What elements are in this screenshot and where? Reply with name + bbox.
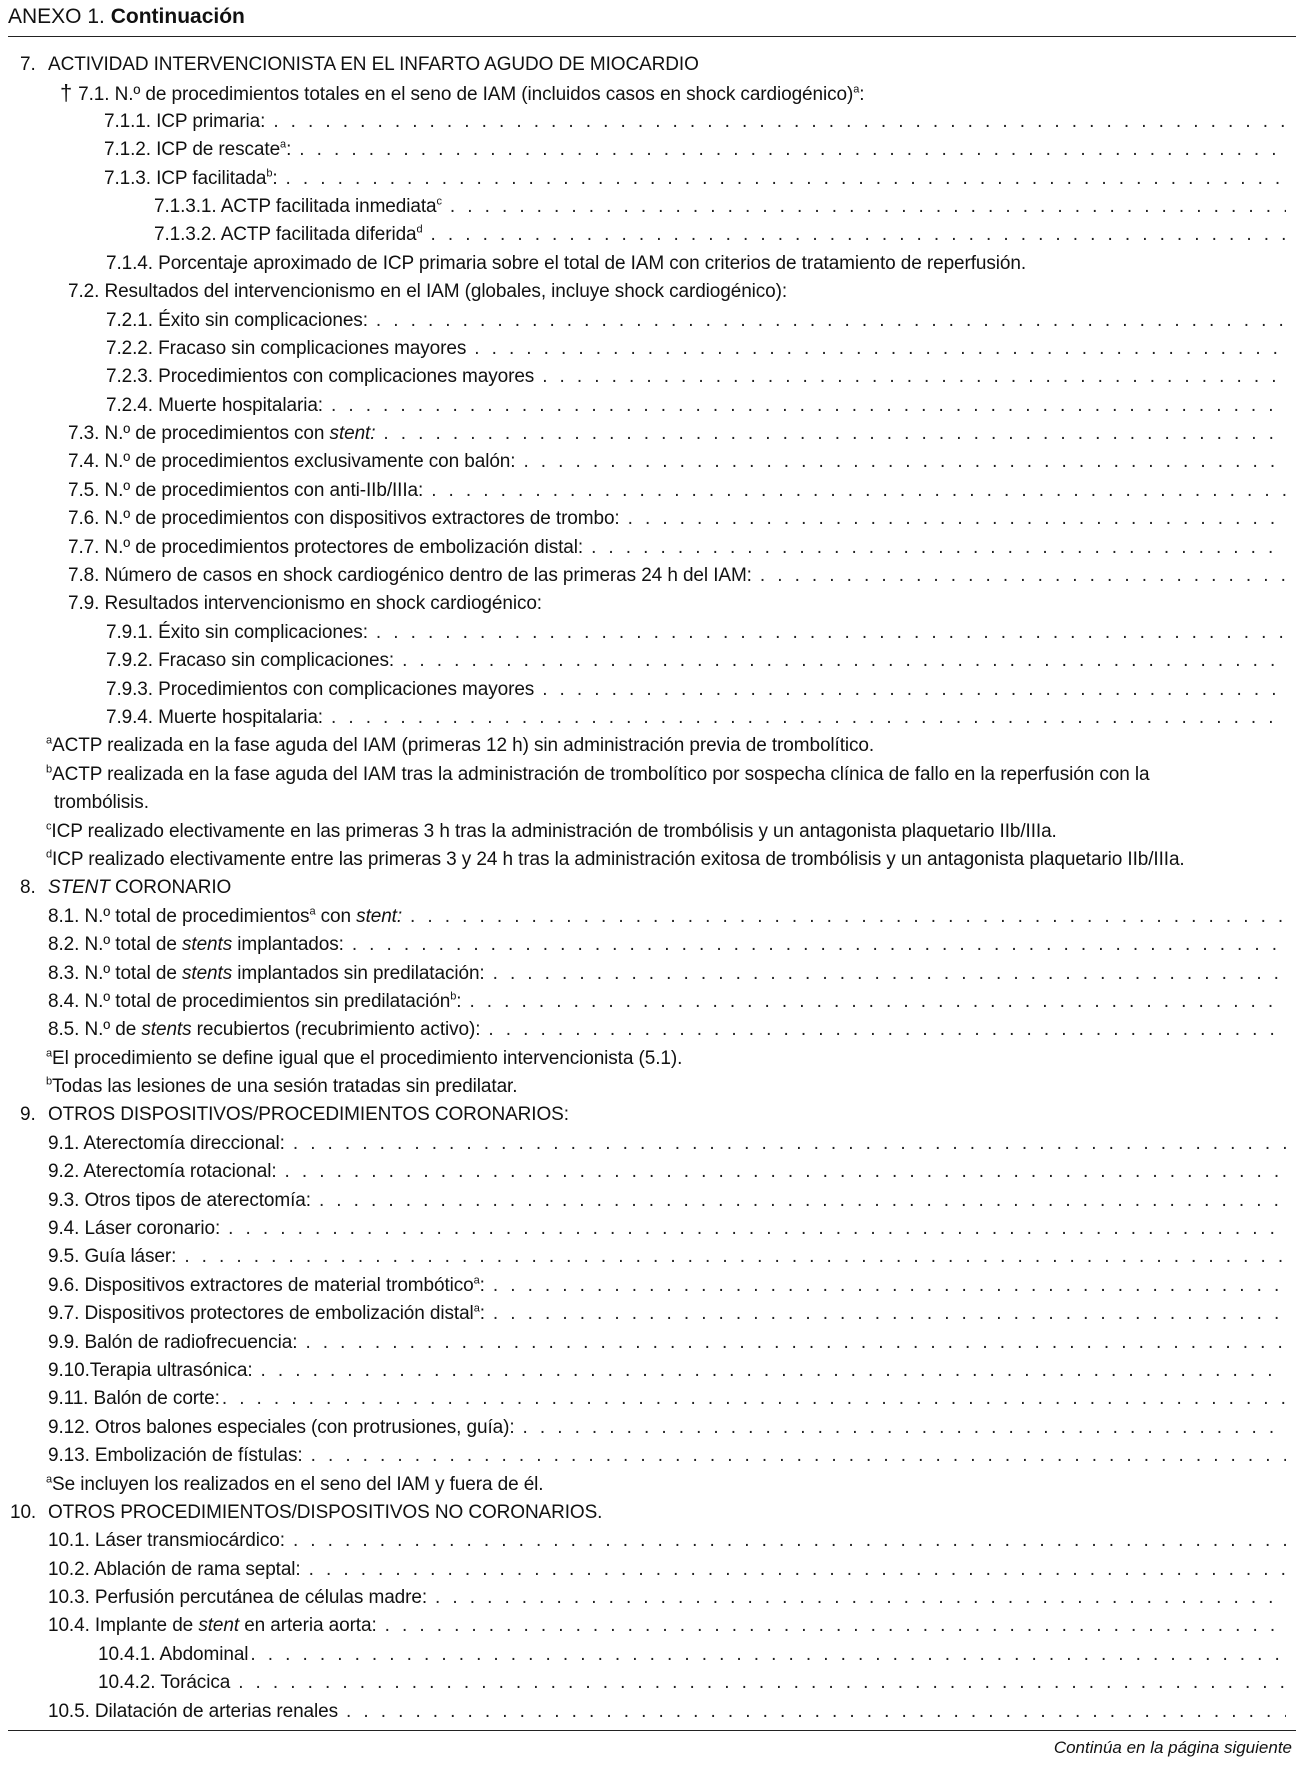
dot-leader xyxy=(346,1698,1286,1726)
item-8-2: 8.2. N.º total de stents implantados: . . . xyxy=(0,931,1304,959)
item-10-4-1: 10.4.1. Abdominal . . . xyxy=(0,1641,1304,1669)
dot-leader xyxy=(273,108,1286,136)
dot-leader xyxy=(311,1442,1286,1470)
footnote-9-a: $^a$Se incluyen los realizados en el seno del IAM y fuera de él. xyxy=(46,1473,544,1495)
item-10-4: 10.4. Implante de stent en arteria aorta: . . . xyxy=(0,1612,1304,1640)
dot-leader xyxy=(431,477,1286,505)
dot-leader xyxy=(493,1300,1286,1328)
dot-leader xyxy=(450,193,1286,221)
dot-leader xyxy=(238,1669,1286,1697)
dot-leader xyxy=(431,221,1286,249)
item-7-9-4: 7.9.4. Muerte hospitalaria: . . . xyxy=(0,704,1304,732)
dot-leader xyxy=(299,136,1286,164)
dot-leader xyxy=(352,931,1286,959)
item-7-4: 7.4. N.º de procedimientos exclusivamente con balón: . . . xyxy=(0,448,1304,476)
dot-leader xyxy=(493,1272,1286,1300)
item-7-6: 7.6. N.º de procedimientos con dispositivos extractores de trombo: . . . xyxy=(0,505,1304,533)
footnote-7-c: $^c$ICP realizado electivamente en las primeras 3 h tras la administración de trombólisis y un antagonista plaquetario IIb/IIIa. xyxy=(46,820,1057,842)
item-8-5: 8.5. N.º de stents recubiertos (recubrimiento activo): . . . xyxy=(0,1016,1304,1044)
dot-leader xyxy=(285,1158,1287,1186)
item-7-1-3-2: 7.1.3.2. ACTP facilitada diferida$^d$ . . . xyxy=(0,221,1304,249)
section-title: OTROS DISPOSITIVOS/PROCEDIMIENTOS CORONARIOS: xyxy=(48,1104,569,1126)
item-7-1-4: 7.1.4. Porcentaje aproximado de ICP primaria sobre el total de IAM con criterios de tratamiento de reperfusión. xyxy=(106,252,1027,274)
dot-leader xyxy=(760,562,1286,590)
footnote-7-d: $^d$ICP realizado electivamente entre las primeras 3 y 24 h tras la administración exitosa de trombólisis y un antagonista plaquetario IIb/IIIa. xyxy=(46,848,1185,870)
dot-leader xyxy=(228,1215,1286,1243)
form-content xyxy=(0,51,1304,1726)
section-9-heading xyxy=(0,1101,1304,1129)
footnote-7-b: $^b$ACTP realizada en la fase aguda del IAM tras la administración de trombolítico por sospecha clínica de fallo en la reperfusión con la xyxy=(46,763,1150,785)
section-8-heading: 8. STENT CORONARIO xyxy=(0,874,1304,902)
item-7-3: 7.3. N.º de procedimientos con stent: . . . xyxy=(0,420,1304,448)
item-10-4-2: 10.4.2. Torácica . . . xyxy=(0,1669,1304,1697)
item-7-9: 7.9. Resultados intervencionismo en shock cardiogénico: xyxy=(68,593,542,615)
dot-leader xyxy=(542,676,1286,704)
dot-leader xyxy=(376,619,1286,647)
dot-leader xyxy=(250,1641,1286,1669)
footnote-8-b: $^b$Todas las lesiones de una sesión tratadas sin predilatar. xyxy=(46,1075,518,1098)
dot-leader xyxy=(385,1612,1286,1640)
dot-leader xyxy=(383,420,1286,448)
dot-leader xyxy=(488,1016,1286,1044)
item-7-7: 7.7. N.º de procedimientos protectores de embolización distal: . . . xyxy=(0,534,1304,562)
item-7-9-1: 7.9.1. Éxito sin complicaciones: . . . xyxy=(0,619,1304,647)
item-7-1: † 7.1. N.º de procedimientos totales en el seno de IAM (incluidos casos en shock cardiogénico)$^a$: xyxy=(60,80,865,106)
section-7-heading xyxy=(0,51,1304,79)
dot-leader xyxy=(222,1385,1286,1413)
item-9-12: 9.12. Otros balones especiales (con protrusiones, guía): . . . xyxy=(0,1414,1304,1442)
item-7-1-3-1: 7.1.3.1. ACTP facilitada inmediata$^c$ . . . xyxy=(0,193,1304,221)
item-7-5: 7.5. N.º de procedimientos con anti-IIb/IIIa: . . . xyxy=(0,477,1304,505)
item-10-1: 10.1. Láser transmiocárdico: . . . xyxy=(0,1527,1304,1555)
section-title: OTROS PROCEDIMIENTOS/DISPOSITIVOS NO CORONARIOS. xyxy=(48,1501,603,1523)
item-7-9-2: 7.9.2. Fracaso sin complicaciones: . . . xyxy=(0,647,1304,675)
dot-leader xyxy=(331,704,1286,732)
dot-leader xyxy=(402,647,1286,675)
item-10-5: 10.5. Dilatación de arterias renales . . . xyxy=(0,1698,1304,1726)
item-9-11: 9.11. Balón de corte: . . . xyxy=(0,1385,1304,1413)
dot-leader xyxy=(293,1527,1286,1555)
header-title: Continuación xyxy=(110,5,245,28)
top-rule xyxy=(8,36,1296,37)
dot-leader xyxy=(542,363,1286,391)
header-prefix: ANEXO 1. xyxy=(8,5,105,28)
dagger-icon: † xyxy=(60,80,73,106)
dot-leader xyxy=(469,988,1286,1016)
item-7-1-2: 7.1.2. ICP de rescate$^a$: . . . xyxy=(0,136,1304,164)
continued-note: Continúa en la página siguiente xyxy=(1053,1738,1292,1757)
item-7-2-3: 7.2.3. Procedimientos con complicaciones mayores . . . xyxy=(0,363,1304,391)
item-7-1-1: 7.1.1. ICP primaria: . . . xyxy=(0,108,1304,136)
item-9-5: 9.5. Guía láser: . . . xyxy=(0,1243,1304,1271)
item-9-13: 9.13. Embolización de fístulas: . . . xyxy=(0,1442,1304,1470)
dot-leader xyxy=(309,1556,1286,1584)
item-7-2: 7.2. Resultados del intervencionismo en el IAM (globales, incluye shock cardiogénico): xyxy=(68,281,788,303)
item-7-1-3: 7.1.3. ICP facilitada$^b$: . . . xyxy=(0,165,1304,193)
dot-leader xyxy=(261,1357,1286,1385)
item-9-6: 9.6. Dispositivos extractores de material trombótico$^a$: . . . xyxy=(0,1272,1304,1300)
dot-leader xyxy=(523,448,1286,476)
item-9-10: 9.10.Terapia ultrasónica: . . . xyxy=(0,1357,1304,1385)
item-8-3: 8.3. N.º total de stents implantados sin predilatación: . . . xyxy=(0,960,1304,988)
dot-leader xyxy=(435,1584,1286,1612)
dot-leader xyxy=(286,165,1286,193)
section-number: 9. xyxy=(20,1104,36,1126)
section-10-heading xyxy=(0,1499,1304,1527)
item-10-2: 10.2. Ablación de rama septal: . . . xyxy=(0,1556,1304,1584)
item-7-9-3: 7.9.3. Procedimientos con complicaciones mayores . . . xyxy=(0,676,1304,704)
dot-leader xyxy=(591,534,1286,562)
item-9-1: 9.1. Aterectomía direccional: . . . xyxy=(0,1130,1304,1158)
section-number: 7. xyxy=(20,54,36,75)
dot-leader xyxy=(493,960,1286,988)
dot-leader xyxy=(376,307,1286,335)
item-8-1: 8.1. N.º total de procedimientos$^a$ con stent: . . . xyxy=(0,903,1304,931)
item-9-3: 9.3. Otros tipos de aterectomía: . . . xyxy=(0,1187,1304,1215)
dot-leader xyxy=(474,335,1286,363)
item-9-2: 9.2. Aterectomía rotacional: . . . xyxy=(0,1158,1304,1186)
dot-leader xyxy=(293,1130,1286,1158)
footnote-7-a: $^a$ACTP realizada en la fase aguda del IAM (primeras 12 h) sin administración previa de trombolítico. xyxy=(46,735,875,757)
section-number: 10. xyxy=(10,1501,37,1523)
dot-leader xyxy=(410,903,1286,931)
item-9-4: 9.4. Láser coronario: . . . xyxy=(0,1215,1304,1243)
dot-leader xyxy=(305,1329,1286,1357)
item-7-2-1: 7.2.1. Éxito sin complicaciones: . . . xyxy=(0,307,1304,335)
dot-leader xyxy=(523,1414,1287,1442)
item-10-3: 10.3. Perfusión percutánea de células madre: . . . xyxy=(0,1584,1304,1612)
footnote-7-b-continuation: trombólisis. xyxy=(54,792,149,814)
section-title: ACTIVIDAD INTERVENCIONISTA EN EL INFARTO AGUDO DE MIOCARDIO xyxy=(48,54,699,75)
dot-leader xyxy=(331,392,1286,420)
page-header xyxy=(8,4,245,30)
item-9-9: 9.9. Balón de radiofrecuencia: . . . xyxy=(0,1329,1304,1357)
footnote-8-a: $^a$El procedimiento se define igual que el procedimiento intervencionista (5.1). xyxy=(46,1047,683,1069)
item-7-8: 7.8. Número de casos en shock cardiogénico dentro de las primeras 24 h del IAM: . . . xyxy=(0,562,1304,590)
item-7-2-4: 7.2.4. Muerte hospitalaria: . . . xyxy=(0,392,1304,420)
section-number: 8. xyxy=(20,877,36,899)
dot-leader xyxy=(184,1243,1286,1271)
section-title: CORONARIO xyxy=(109,877,232,899)
item-7-2-2: 7.2.2. Fracaso sin complicaciones mayores . . . xyxy=(0,335,1304,363)
dot-leader xyxy=(319,1187,1286,1215)
item-9-7: 9.7. Dispositivos protectores de embolización distal$^a$: . . . xyxy=(0,1300,1304,1328)
dot-leader xyxy=(628,505,1286,533)
item-8-4: 8.4. N.º total de procedimientos sin predilatación$^b$: . . . xyxy=(0,988,1304,1016)
bottom-rule xyxy=(8,1730,1296,1731)
